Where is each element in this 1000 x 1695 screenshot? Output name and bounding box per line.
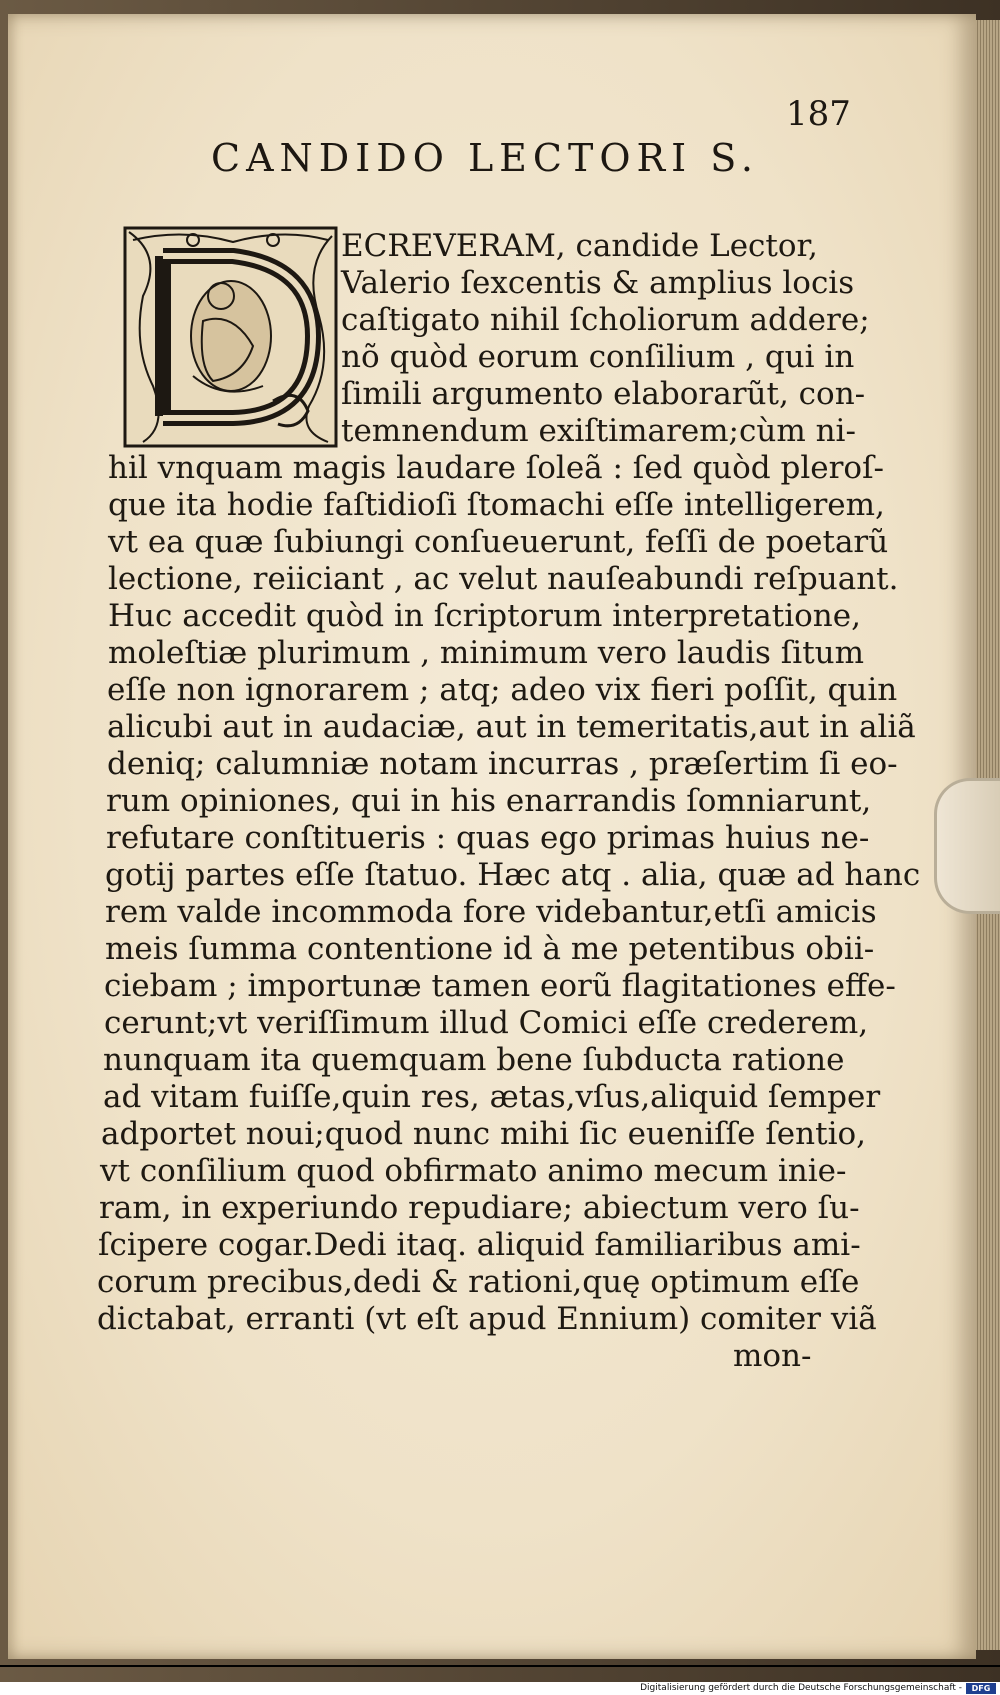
text-line: corum precibus,dedi & rationi,quę optimum eſſe — [97, 1264, 860, 1300]
text-line: ſimili argumento elaborarũt, con- — [341, 376, 866, 412]
text-line: que ita hodie faſtidioſi ſtomachi eſſe intelligerem, — [108, 487, 885, 523]
text-line: lectione, reiiciant , ac velut nauſeabundi reſpuant. — [108, 561, 899, 597]
text-line: ad vitam fuiſſe,quin res, ætas,vſus,aliquid ſemper — [103, 1079, 881, 1115]
dfg-logo: DFG — [966, 1683, 996, 1694]
text-line: alicubi aut in audaciæ, aut in temeritatis,aut in aliã — [107, 709, 916, 745]
text-line: temnendum exiſtimarem;cùm ni- — [341, 413, 856, 449]
text-line: meis ſumma contentione id à me petentibus obii- — [105, 931, 875, 967]
text-line: vt conſilium quod obfirmato animo mecum inie- — [100, 1153, 847, 1189]
running-head: CANDIDO LECTORI S. — [211, 136, 759, 180]
text-line: ſcipere cogar.Dedi itaq. aliquid familiaribus ami- — [98, 1227, 861, 1263]
text-line: gotij partes eſſe ſtatuo. Hæc atq . alia, quæ ad hanc — [105, 857, 921, 893]
text-line: Valerio ſexcentis & amplius locis — [341, 265, 855, 301]
text-line: refutare conſtitueris : quas ego primas huius ne- — [106, 820, 870, 856]
text-line: vt ea quæ ſubiungi conſueuerunt, feſſi de poetarũ — [108, 524, 889, 560]
text-line: hil vnquam magis laudare ſoleã : ſed quòd pleroſ- — [108, 450, 885, 486]
digitization-credit: Digitalisierung gefördert durch die Deutsche Forschungsgemeinschaft - — [640, 1683, 962, 1693]
catchword: mon- — [733, 1338, 812, 1374]
text-line: rum opiniones, qui in his enarrandis ſomniarunt, — [106, 783, 872, 819]
page-number: 187 — [786, 94, 851, 134]
text-line: nunquam ita quemquam bene ſubducta ratione — [103, 1042, 845, 1078]
decorated-initial — [123, 226, 338, 448]
text-line: Huc accedit quòd in ſcriptorum interpretatione, — [108, 598, 861, 634]
text-line: caſtigato nihil ſcholiorum addere; — [341, 302, 870, 338]
text-line: ciebam ; importunæ tamen eorũ flagitationes effe- — [104, 968, 896, 1004]
text-line: ECREVERAM, candide Lector, — [341, 228, 818, 264]
bookmark-tab — [934, 778, 1000, 914]
text-line: moleſtiæ plurimum , minimum vero laudis ſitum — [108, 635, 865, 671]
page — [8, 14, 976, 1659]
text-line: nõ quòd eorum conſilium , qui in — [341, 339, 855, 375]
text-line: adportet noui;quod nunc mihi ſic eueniſſe ſentio, — [101, 1116, 867, 1152]
text-line: dictabat, erranti (vt eſt apud Ennium) comiter viã — [97, 1301, 877, 1337]
text-line: cerunt;vt veriſſimum illud Comici eſſe crederem, — [104, 1005, 869, 1041]
scan-bottom-rule — [0, 1665, 1000, 1667]
text-line: deniq; calumniæ notam incurras , præſertim ſi eo- — [107, 746, 898, 782]
text-line: ram, in experiundo repudiare; abiectum vero ſu- — [99, 1190, 860, 1226]
text-line: eſſe non ignorarem ; atq; adeo vix fieri poſſit, quin — [107, 672, 898, 708]
text-line: rem valde incommoda fore videbantur,etſi amicis — [105, 894, 877, 930]
